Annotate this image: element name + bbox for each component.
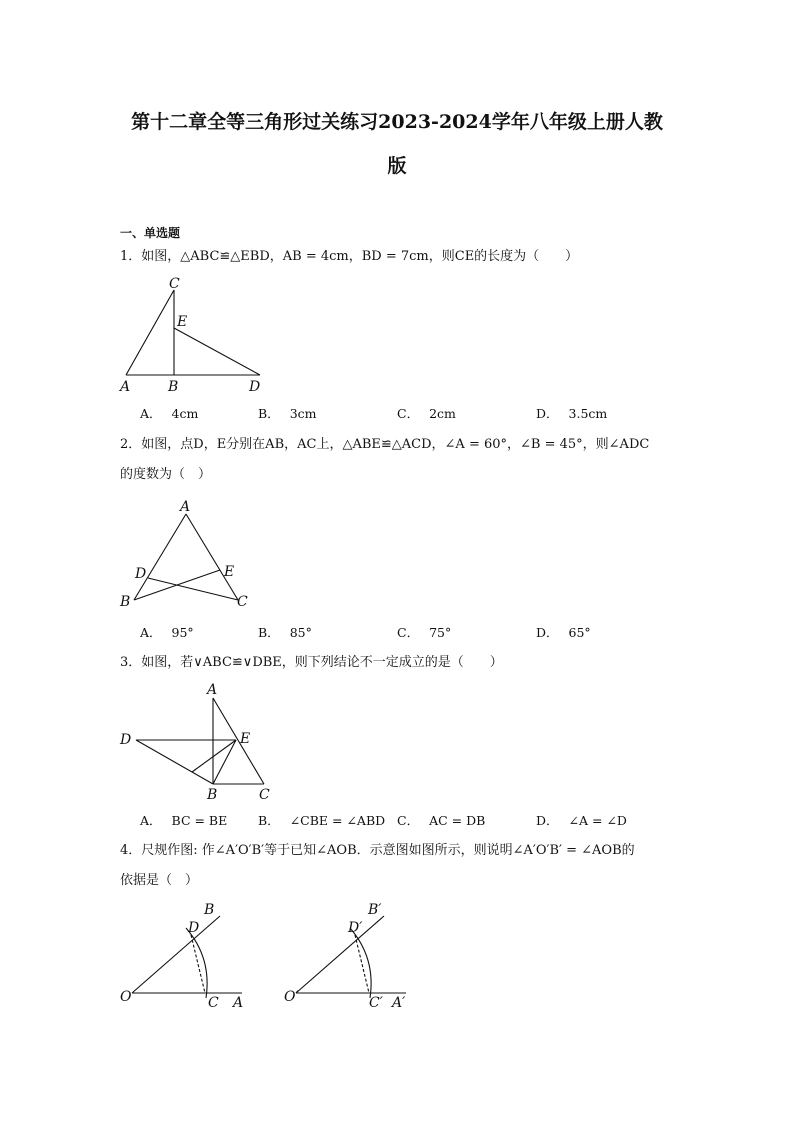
question-4-figure-left bbox=[116, 898, 256, 1013]
q2-option-a[interactable]: A． 95° bbox=[140, 625, 194, 640]
question-4-stem: 4．尺规作图: 作∠A′O′B′等于已知∠AOB．示意图如图所示，则说明∠A′O′B′ = ∠AOB的 依据是（ ） bbox=[120, 843, 635, 888]
question-1-figure bbox=[116, 272, 276, 397]
question-3-stem: 3．如图，若∨ABC≌∨DBE，则下列结论不一定成立的是（ ） bbox=[120, 655, 503, 670]
q3-label-a: A bbox=[207, 682, 218, 698]
q2-option-b[interactable]: B． 85° bbox=[258, 625, 312, 640]
title-line-1: 第十二章全等三角形过关练习2023-2024学年八年级上册人教 bbox=[131, 111, 663, 133]
title-line-2: 版 bbox=[387, 155, 407, 177]
q1-label-d: D bbox=[249, 379, 261, 395]
question-2-stem: 2．如图，点D，E分别在AB，AC上，△ABE≌△ACD，∠A = 60°，∠B = 45°，则∠ADC 的度数为（ ） bbox=[120, 437, 650, 482]
q3-label-d: D bbox=[120, 732, 132, 748]
q2-label-b: B bbox=[120, 594, 131, 610]
q4-right-label-d: D′ bbox=[348, 920, 363, 936]
question-1-stem: 1．如图，△ABC≌△EBD，AB = 4cm，BD = 7cm，则CE的长度为（ ） bbox=[120, 249, 579, 264]
question-4-figure-right bbox=[280, 898, 420, 1013]
q2-label-d: D bbox=[135, 566, 147, 582]
q4-right-label-a: A′ bbox=[392, 995, 406, 1011]
q4-left-label-o: O bbox=[120, 989, 132, 1005]
q1-label-e: E bbox=[177, 314, 188, 330]
q3-option-d[interactable]: D． ∠A = ∠D bbox=[536, 813, 627, 828]
q3-option-b[interactable]: B． ∠CBE = ∠ABD bbox=[258, 813, 386, 828]
q3-option-c[interactable]: C． AC = DB bbox=[397, 813, 486, 828]
q1-label-a: A bbox=[120, 379, 131, 395]
q3-label-b: B bbox=[207, 787, 218, 803]
q1-option-b[interactable]: B． 3cm bbox=[258, 406, 317, 421]
section-heading: 一、单选题 bbox=[120, 226, 181, 240]
question-3-figure bbox=[116, 680, 281, 805]
q1-option-a[interactable]: A． 4cm bbox=[140, 406, 199, 421]
q2-label-c: C bbox=[237, 594, 248, 610]
document-title bbox=[100, 100, 694, 188]
q4-left-label-a: A bbox=[233, 995, 244, 1011]
q1-label-b: B bbox=[168, 379, 179, 395]
q4-right-label-c: C′ bbox=[369, 995, 383, 1011]
q1-label-c: C bbox=[169, 276, 180, 292]
question-2-figure bbox=[116, 496, 266, 614]
q2-option-d[interactable]: D． 65° bbox=[536, 625, 591, 640]
q3-label-c: C bbox=[259, 787, 270, 803]
q4-right-label-o: O′ bbox=[284, 989, 299, 1005]
q4-right-label-b: B′ bbox=[368, 902, 382, 918]
q2-option-c[interactable]: C． 75° bbox=[397, 625, 452, 640]
q4-left-label-b: B bbox=[204, 902, 215, 918]
q3-option-a[interactable]: A． BC = BE bbox=[140, 813, 228, 828]
q1-option-d[interactable]: D． 3.5cm bbox=[536, 406, 608, 421]
q4-left-label-d: D bbox=[188, 920, 200, 936]
q1-option-c[interactable]: C． 2cm bbox=[397, 406, 456, 421]
q3-label-e: E bbox=[240, 731, 251, 747]
q2-label-a: A bbox=[180, 499, 191, 515]
q2-label-e: E bbox=[224, 564, 235, 580]
q4-left-label-c: C bbox=[208, 995, 219, 1011]
